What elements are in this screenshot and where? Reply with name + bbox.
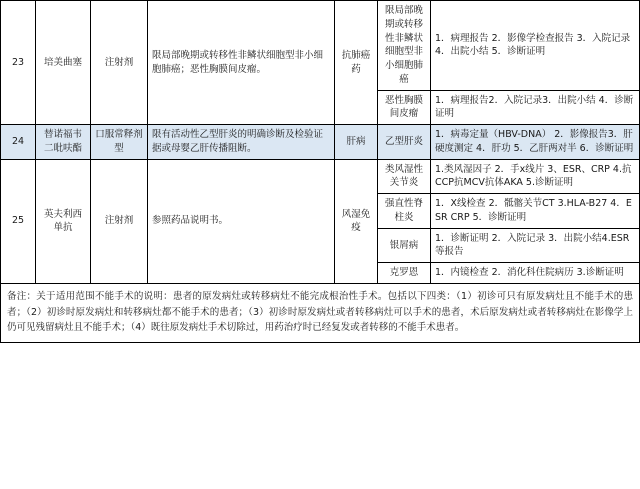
row-number: 24 xyxy=(1,125,36,160)
dosage-form: 口服常释剂型 xyxy=(91,125,148,160)
drug-name: 英夫利西单抗 xyxy=(36,159,91,283)
dosage-form: 注射剂 xyxy=(91,1,148,125)
required-materials: 1．内镜检查 2．消化科住院病历 3.诊断证明 xyxy=(431,263,640,284)
disease-category: 风湿免疫 xyxy=(335,159,378,283)
disease-subtype: 恶性胸膜间皮瘤 xyxy=(378,90,431,125)
indication-scope: 参照药品说明书。 xyxy=(148,159,335,283)
disease-category: 抗肺癌药 xyxy=(335,1,378,125)
table-row xyxy=(1,159,640,194)
table-row xyxy=(1,125,640,160)
dosage-form: 注射剂 xyxy=(91,159,148,283)
drug-name: 培美曲塞 xyxy=(36,1,91,125)
disease-subtype: 限局部晚期或转移性非鳞状细胞型非小细胞肺癌 xyxy=(378,1,431,91)
disease-subtype: 强直性脊柱炎 xyxy=(378,194,431,229)
row-number: 23 xyxy=(1,1,36,125)
required-materials: 1．诊断证明 2．入院记录 3．出院小结4.ESR 等报告 xyxy=(431,228,640,263)
drug-name: 替诺福韦二吡呋酯 xyxy=(36,125,91,160)
table-row xyxy=(1,1,640,91)
required-materials: 1．病理报告 2．影像学检查报告 3．入院记录 4．出院小结 5．诊断证明 xyxy=(431,1,640,91)
row-number: 25 xyxy=(1,159,36,283)
required-materials: 1．X线检查 2．骶髂关节CT 3.HLA-B27 4．ESR CRP 5．诊断证明 xyxy=(431,194,640,229)
required-materials: 1．病理报告2．入院记录3．出院小结 4．诊断证明 xyxy=(431,90,640,125)
table-body xyxy=(1,1,640,284)
footnote-text: 关于适用范围不能手术的说明：患者的原发病灶或转移病灶不能完成根治性手术。包括以下四类：（1）初诊可只有原发病灶且不能手术的患者；（2）初诊时原发病灶和转移病灶都不能手术的患者；（3）初诊时原发病灶或者转移病灶可以手术的患者，术后原发病灶或者转移病灶在影像学上仍可见残留病灶且不能手术；（4）既往原发病灶手术切除过，用药治疗时已经复发或者转移的不能手术患者。 xyxy=(7,291,633,334)
footnote xyxy=(0,284,640,343)
disease-subtype: 乙型肝炎 xyxy=(378,125,431,160)
disease-subtype: 克罗恩 xyxy=(378,263,431,284)
required-materials: 1.类风湿因子 2．手х线片 3、ESR、CRP 4.抗CCP抗MCV抗体AKA 5.诊断证明 xyxy=(431,159,640,194)
disease-subtype: 类风湿性关节炎 xyxy=(378,159,431,194)
indication-scope: 限有活动性乙型肝炎的明确诊断及检验证据或母婴乙肝传播阻断。 xyxy=(148,125,335,160)
required-materials: 1．病毒定量（HBV-DNA） 2．影像报告3．肝硬度测定 4．肝功 5．乙肝两对半 6．诊断证明 xyxy=(431,125,640,160)
footnote-label: 备注： xyxy=(7,291,37,303)
indication-scope: 限局部晚期或转移性非鳞状细胞型非小细胞肺癌；恶性胸膜间皮瘤。 xyxy=(148,1,335,125)
disease-category: 肝病 xyxy=(335,125,378,160)
disease-subtype: 银屑病 xyxy=(378,228,431,263)
